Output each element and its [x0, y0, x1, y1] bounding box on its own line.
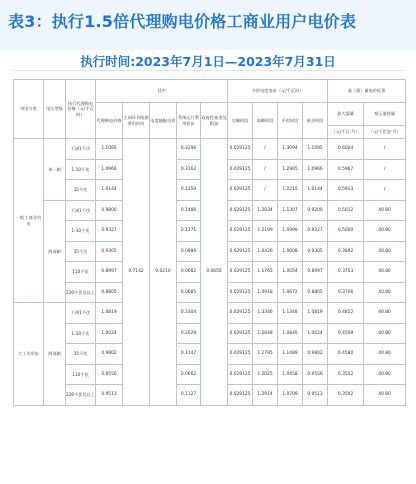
valley-cell: 0.5967: [328, 159, 364, 180]
max-demand-cell: 40.80: [364, 323, 406, 344]
voltage-cell: 35千伏: [66, 180, 96, 201]
transmission-cell: 0.0986: [177, 241, 201, 262]
valley-cell: 0.3502: [328, 364, 364, 385]
agency-purchase-cell: 0.7142: [123, 139, 150, 406]
fund-cell: 0.029125: [228, 200, 253, 221]
voltage-cell: 220千伏及以上: [66, 385, 96, 406]
voltage-cell: 1-10千伏: [66, 159, 96, 180]
tariff-table: [13, 79, 406, 406]
col-group-tou: 分时电度电价（元/千瓦时）: [228, 80, 328, 103]
peak-cell: 1.2034: [253, 200, 278, 221]
peak-cell: 1.2914: [253, 385, 278, 406]
agency-price-cell: 0.8997: [96, 262, 123, 283]
col-agency-purchase: 代理购电价格: [96, 103, 123, 139]
fund-cell: 0.029125: [228, 344, 253, 365]
max-demand-cell: /: [364, 139, 406, 160]
transmission-cell: 0.3162: [177, 159, 201, 180]
voltage-cell: 1-10千伏: [66, 323, 96, 344]
agency-price-cell: 0.9305: [96, 241, 123, 262]
agency-price-cell: 0.9802: [96, 344, 123, 365]
agency-price-cell: 1.0144: [96, 180, 123, 201]
loss-cell: 0.0210: [150, 139, 177, 406]
tariff-table-container: [13, 79, 405, 481]
peak-cell: /: [253, 139, 278, 160]
agency-price-cell: 1.1095: [96, 139, 123, 160]
valley-cell: 0.4509: [328, 323, 364, 344]
col-valley: 低谷时段: [303, 103, 328, 139]
title-band: [0, 0, 416, 50]
voltage-cell: 110千伏: [66, 364, 96, 385]
max-demand-cell: 40.80: [364, 221, 406, 242]
voltage-cell: 110千伏: [66, 262, 96, 283]
page-title: 表3：执行1.5倍代理购电价格工商业用户电价表: [8, 12, 357, 31]
fund-cell: 0.029125: [228, 159, 253, 180]
max-demand-cell: 40.80: [364, 200, 406, 221]
peak-cell: 1.2648: [253, 323, 278, 344]
agency-price-cell: 0.9327: [96, 221, 123, 242]
category-large: 大工业用电: [14, 303, 44, 406]
category-general: 一般工商业用电: [14, 139, 44, 303]
valley-cell: 0.5000: [328, 221, 364, 242]
max-demand-cell: 40.80: [364, 364, 406, 385]
valley-cell: 0.3502: [328, 385, 364, 406]
high-cell: 1.1348: [278, 303, 303, 324]
fund-cell: 0.029125: [228, 262, 253, 283]
col-group-basic: 基（需）量电价标准: [328, 80, 406, 103]
transmission-cell: 0.3304: [177, 303, 201, 324]
col-max-demand: 最大需量: [328, 103, 364, 126]
flat-cell: 1.0144: [303, 180, 328, 201]
col-flat: 平时时段: [278, 103, 303, 139]
valley-cell: 0.4852: [328, 303, 364, 324]
agency-price-cell: 0.9800: [96, 200, 123, 221]
flat-cell: 1.1095: [303, 139, 328, 160]
transmission-cell: 0.1259: [177, 180, 201, 201]
high-cell: 1.0672: [278, 282, 303, 303]
table-row: [14, 139, 406, 160]
max-demand-cell: /: [364, 159, 406, 180]
transmission-cell: 0.0682: [177, 262, 201, 283]
agency-price-cell: 1.0966: [96, 159, 123, 180]
tariff-two-part: 两部制: [44, 200, 66, 303]
valley-cell: 0.5913: [328, 180, 364, 201]
flat-cell: 1.0966: [303, 159, 328, 180]
transmission-cell: 0.1486: [177, 200, 201, 221]
fund-cell: 0.029125: [228, 323, 253, 344]
tariff-table-body: [14, 139, 406, 406]
col-peak: 尖峰时段: [228, 103, 253, 139]
agency-price-cell: 0.9513: [96, 385, 123, 406]
valley-cell: 0.3753: [328, 262, 364, 283]
valley-cell: 0.5012: [328, 200, 364, 221]
transmission-cell: 0.0662: [177, 364, 201, 385]
peak-cell: 1.0426: [253, 241, 278, 262]
col-high: 高峰时段: [253, 103, 278, 139]
tariff-two-part-large: 两部制: [44, 303, 66, 406]
max-demand-cell: /: [364, 180, 406, 201]
transmission-cell: 0.1147: [177, 344, 201, 365]
unit-demand: （元/千瓦·月）: [328, 126, 364, 139]
flat-cell: 0.9513: [303, 385, 328, 406]
col-loss: 上网环节线损费用折价: [123, 103, 150, 139]
fund-cell: 0.029125: [228, 180, 253, 201]
col-capacity: 变压器容量: [364, 103, 406, 126]
flat-cell: 0.9305: [303, 241, 328, 262]
high-cell: 1.2965: [278, 159, 303, 180]
transmission-cell: 0.0685: [177, 282, 201, 303]
valley-cell: 0.4580: [328, 344, 364, 365]
high-cell: 1.0999: [278, 221, 303, 242]
high-cell: 1.2215: [278, 180, 303, 201]
peak-cell: 1.2025: [253, 364, 278, 385]
fund-cell: 0.029125: [228, 303, 253, 324]
voltage-cell: 220千伏及以上: [66, 282, 96, 303]
peak-cell: 1.2199: [253, 221, 278, 242]
flat-cell: 0.9556: [303, 364, 328, 385]
agency-price-cell: 0.9556: [96, 364, 123, 385]
transmission-cell: 0.2029: [177, 323, 201, 344]
fund-cell: 0.029125: [228, 385, 253, 406]
fund-cell: 0.029125: [228, 282, 253, 303]
high-cell: 1.0849: [278, 323, 303, 344]
fund-cell: 0.029125: [228, 241, 253, 262]
transmission-cell: 0.1271: [177, 221, 201, 242]
max-demand-cell: 40.80: [364, 262, 406, 283]
flat-cell: 0.8997: [303, 262, 328, 283]
high-cell: 1.0054: [278, 262, 303, 283]
valley-cell: 0.6004: [328, 139, 364, 160]
voltage-cell: 不满1千伏: [66, 139, 96, 160]
voltage-cell: 1-10千伏: [66, 221, 96, 242]
agency-price-cell: 1.0819: [96, 303, 123, 324]
transmission-cell: 0.1127: [177, 385, 201, 406]
high-cell: 1.1307: [278, 200, 303, 221]
agency-price-cell: 0.8805: [96, 282, 123, 303]
col-voltage: 电压等级: [44, 80, 66, 139]
high-cell: 1.0608: [278, 241, 303, 262]
peak-cell: 1.2795: [253, 344, 278, 365]
peak-cell: /: [253, 159, 278, 180]
high-cell: 1.0458: [278, 364, 303, 385]
flat-cell: 0.9802: [303, 344, 328, 365]
peak-cell: 1.0918: [253, 282, 278, 303]
voltage-cell: 不满1千伏: [66, 200, 96, 221]
voltage-cell: 35千伏: [66, 344, 96, 365]
unit-capacity: （元/千伏安·月）: [364, 126, 406, 139]
fund-cell: 0.029125: [228, 364, 253, 385]
flat-cell: 0.9327: [303, 221, 328, 242]
system-ops-cell: 0.0655: [201, 139, 228, 406]
header-row-1: [14, 80, 406, 103]
flat-cell: 1.0024: [303, 323, 328, 344]
fund-cell: 0.029125: [228, 221, 253, 242]
col-category: 用电分类: [14, 80, 44, 139]
agency-price-cell: 1.0024: [96, 323, 123, 344]
valley-cell: 0.3706: [328, 282, 364, 303]
high-cell: 1.3094: [278, 139, 303, 160]
tariff-single: 单一制: [44, 139, 66, 201]
col-group-of: 其中: [96, 80, 228, 103]
max-demand-cell: 40.80: [364, 385, 406, 406]
col-transmission: 电度输配电价: [150, 103, 177, 139]
col-fund: 政府性基金及附加: [201, 103, 228, 139]
max-demand-cell: 40.80: [364, 303, 406, 324]
max-demand-cell: 40.80: [364, 344, 406, 365]
divider: [13, 70, 405, 71]
flat-cell: 0.9200: [303, 200, 328, 221]
page-subtitle: 执行时间:2023年7月1日—2023年7月31日: [80, 54, 336, 69]
max-demand-cell: 40.80: [364, 241, 406, 262]
voltage-cell: 35千伏: [66, 241, 96, 262]
fund-cell: 0.029125: [228, 139, 253, 160]
peak-cell: 1.1765: [253, 262, 278, 283]
peak-cell: /: [253, 180, 278, 201]
transmission-cell: 0.3296: [177, 139, 201, 160]
high-cell: 1.0709: [278, 385, 303, 406]
valley-cell: 0.3892: [328, 241, 364, 262]
high-cell: 1.1489: [278, 344, 303, 365]
col-agency-price: 执行代理购电价格（元/千瓦时）: [66, 80, 96, 139]
col-system-ops: 系统运行费用折价: [177, 103, 201, 139]
voltage-cell: 不满1千伏: [66, 303, 96, 324]
peak-cell: 1.3346: [253, 303, 278, 324]
flat-cell: 1.0819: [303, 303, 328, 324]
flat-cell: 0.8805: [303, 282, 328, 303]
max-demand-cell: 40.80: [364, 282, 406, 303]
